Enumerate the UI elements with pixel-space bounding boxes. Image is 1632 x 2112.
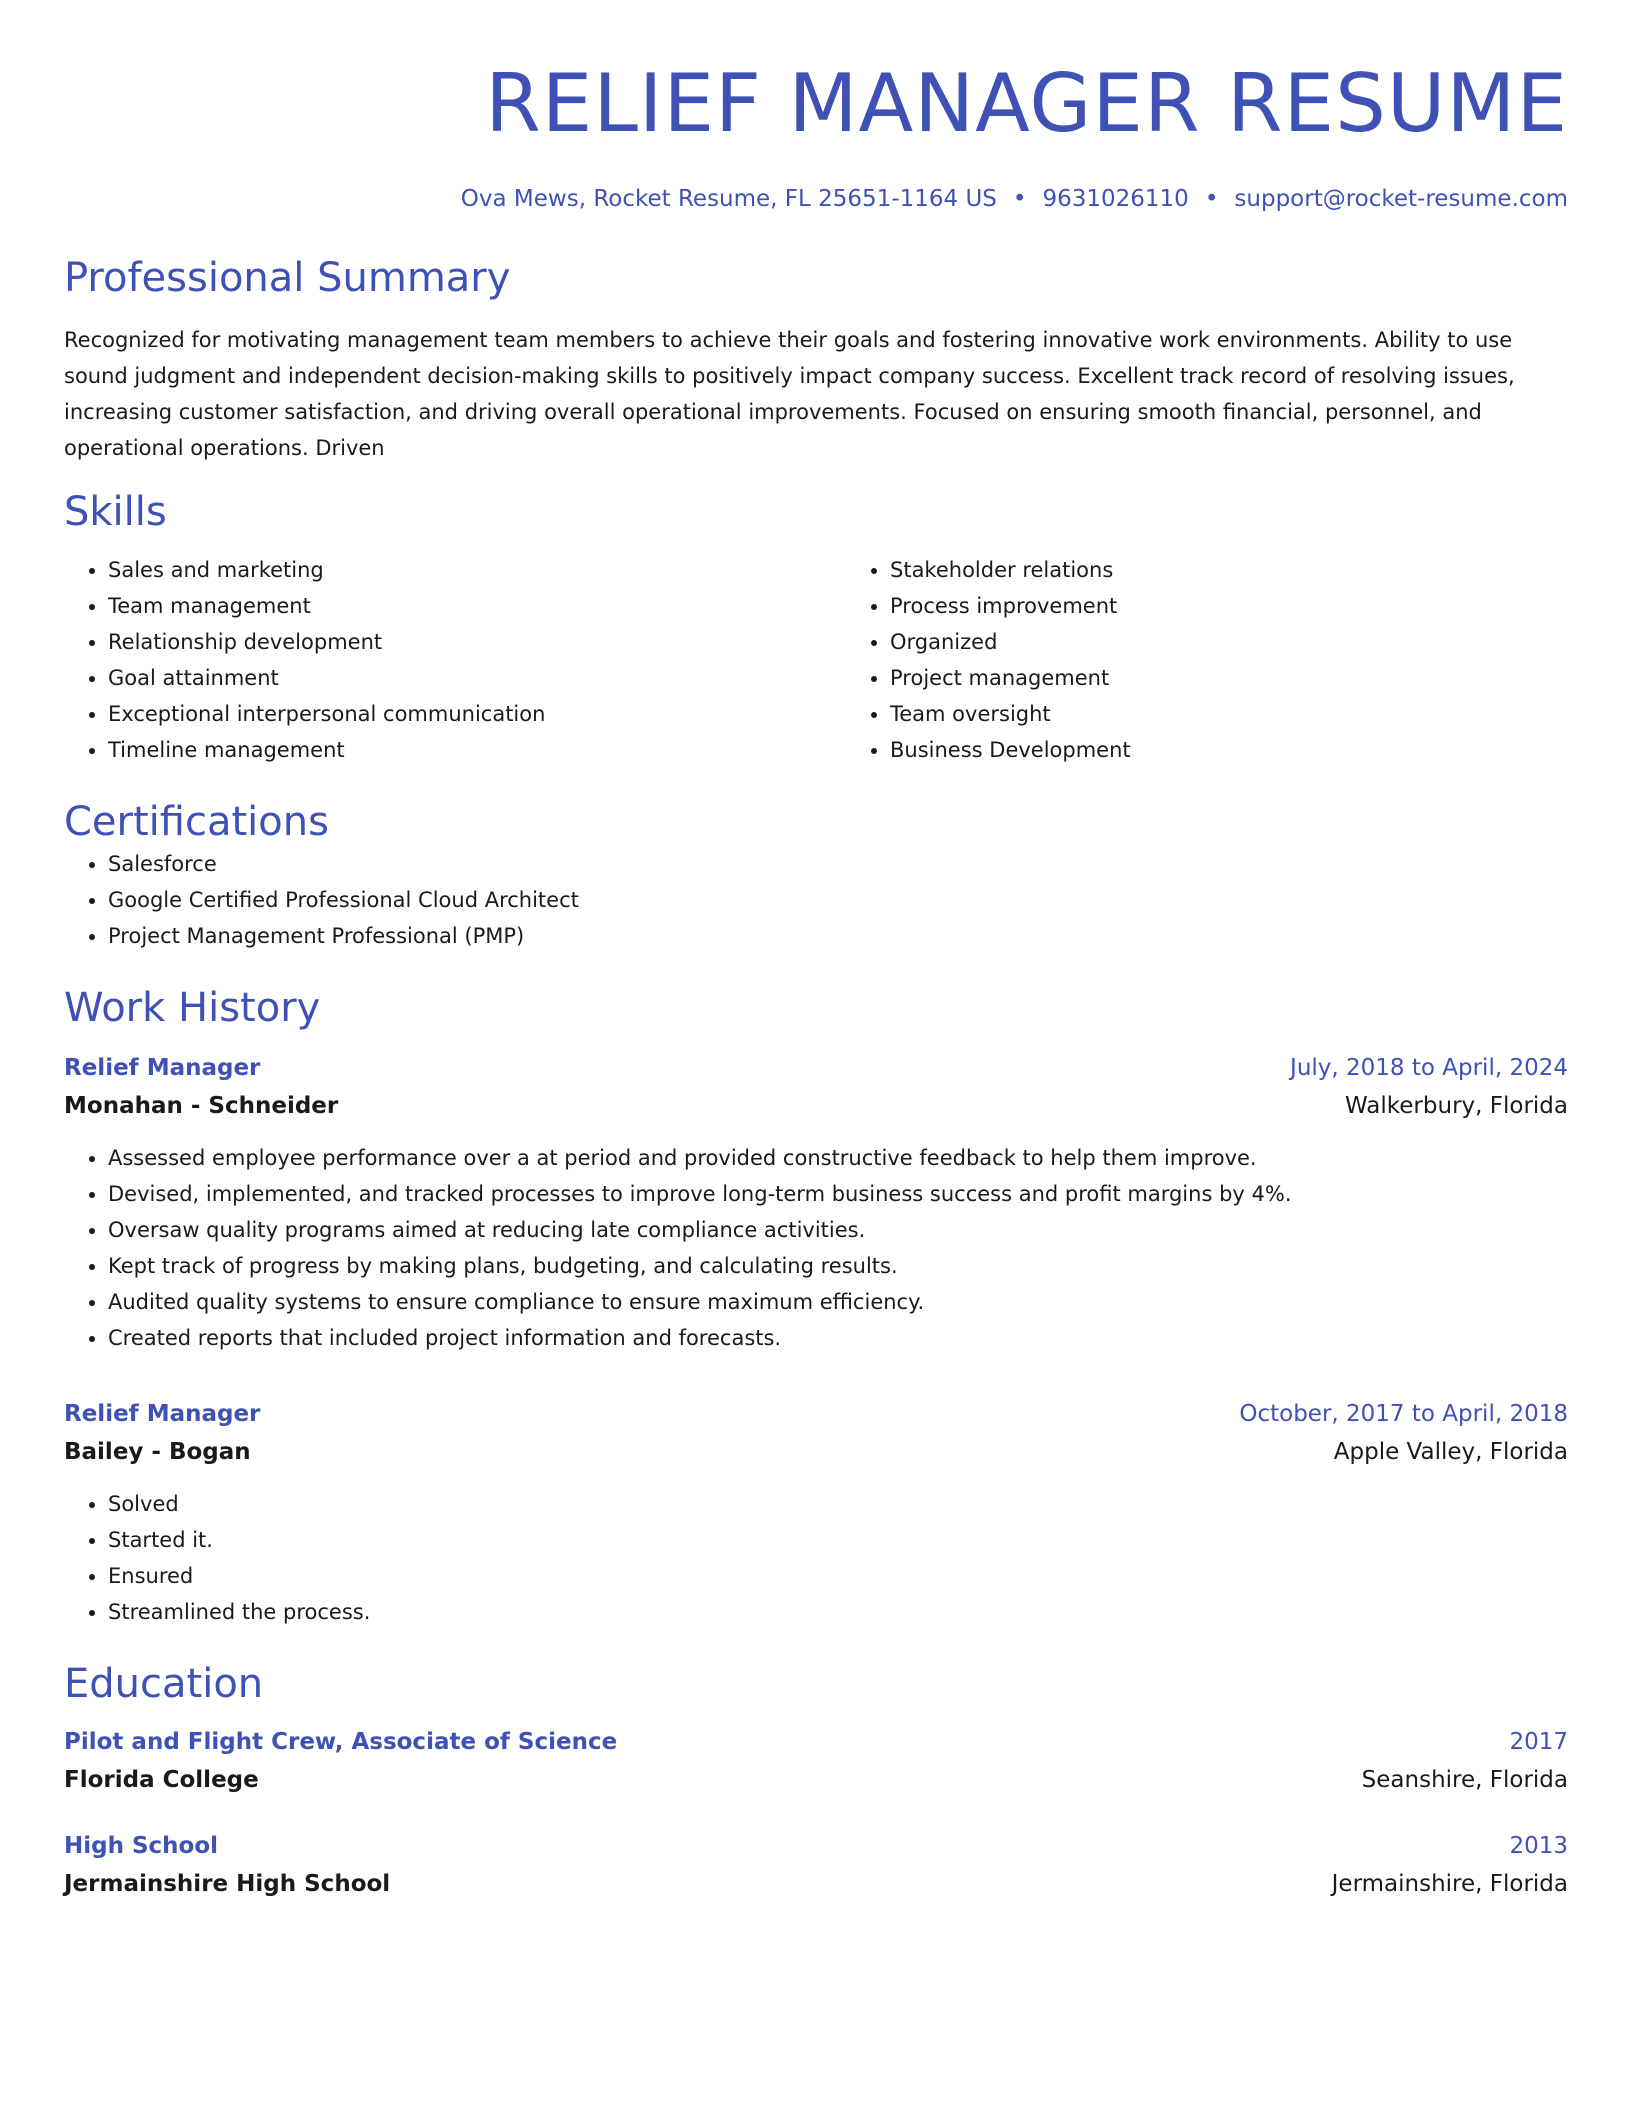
education-school-row [64,1760,1568,1800]
certifications-section [64,798,1568,954]
job-company: Monahan - Schneider [64,1093,339,1119]
certifications-heading: Certifications [64,799,329,845]
education-location: Jermainshire, Florida [1331,1871,1568,1897]
skill-item: • Team oversight [890,696,1628,732]
education-degree-row [64,1828,1568,1864]
job-bullet: • Audited quality systems to ensure compliance to ensure maximum efficiency. [108,1284,1568,1320]
education-degree-row [64,1724,1568,1760]
skill-item: • Organized [890,624,1628,660]
job-title-row [64,1050,1568,1086]
education-heading: Education [64,1661,264,1707]
job-bullet: • Oversaw quality programs aimed at reducing late compliance activities. [108,1212,1568,1248]
summary-text: Recognized for motivating management team members to achieve their goals and fostering innovative work environments. Ability to use sound judgment and independent decision-making skills to positively impact company success. Excellent track record of resolving issues, increasing customer satisfaction, and driving overall operational improvements. Focused on ensuring smooth financial, personnel, and operational operations. Driven [64,328,1515,460]
education-year: 2013 [1509,1833,1568,1859]
job-bullet: • Devised, implemented, and tracked processes to improve long-term business success and profit margins by 4%. [108,1176,1568,1212]
education-degree: High School [64,1833,219,1859]
education-location: Seanshire, Florida [1361,1767,1568,1793]
job-company-row [64,1432,1568,1472]
job-bullet: • Streamlined the process. [108,1594,1568,1630]
job-role: Relief Manager [64,1401,261,1427]
work-history-heading: Work History [64,985,321,1031]
certification-item: • Project Management Professional (PMP) [108,918,1568,954]
education-section [64,1660,1568,1904]
education-entry [64,1724,1568,1800]
skills-list-right [846,552,1628,768]
job-dates: July, 2018 to April, 2024 [1290,1055,1568,1081]
job-entry [64,1050,1568,1356]
job-bullets [64,1486,1568,1630]
skill-item: • Stakeholder relations [890,552,1628,588]
job-bullet: • Created reports that included project information and forecasts. [108,1320,1568,1356]
summary-heading: Professional Summary [64,255,511,301]
skill-item: • Project management [890,660,1628,696]
summary-section [64,254,1568,466]
resume-header [64,56,1568,212]
education-school: Jermainshire High School [64,1871,391,1897]
job-bullets [64,1140,1568,1356]
education-year: 2017 [1509,1729,1568,1755]
skill-item: • Goal attainment [108,660,846,696]
job-dates: October, 2017 to April, 2018 [1239,1401,1568,1427]
work-history-section [64,984,1568,1630]
certification-item: • Salesforce [108,846,1568,882]
job-bullet: • Ensured [108,1558,1568,1594]
job-bullet: • Assessed employee performance over a at period and provided constructive feedback to help them improve. [108,1140,1568,1176]
certification-item: • Google Certified Professional Cloud Architect [108,882,1568,918]
job-role: Relief Manager [64,1055,261,1081]
bullet-separator: • [1012,186,1027,212]
job-bullet: • Solved [108,1486,1568,1522]
job-entry [64,1396,1568,1630]
job-company: Bailey - Bogan [64,1439,251,1465]
job-bullet: • Started it. [108,1522,1568,1558]
job-title-row [64,1396,1568,1432]
skills-grid [64,552,1568,768]
education-entry [64,1828,1568,1904]
job-location: Walkerbury, Florida [1345,1093,1568,1119]
contact-email[interactable]: support@rocket-resume.com [1234,186,1568,212]
job-location: Apple Valley, Florida [1333,1439,1568,1465]
job-company-row [64,1086,1568,1126]
contact-address: Ova Mews, Rocket Resume, FL 25651-1164 US [460,186,997,212]
resume-title: RELIEF MANAGER RESUME [485,57,1568,150]
skills-list-left [64,552,846,768]
skill-item: • Business Development [890,732,1628,768]
skills-section [64,488,1568,768]
skill-item: • Team management [108,588,846,624]
education-school: Florida College [64,1767,259,1793]
skills-heading: Skills [64,489,167,535]
skill-item: • Relationship development [108,624,846,660]
skill-item: • Process improvement [890,588,1628,624]
bullet-separator: • [1204,186,1219,212]
contact-phone: 9631026110 [1042,186,1189,212]
education-degree: Pilot and Flight Crew, Associate of Science [64,1729,618,1755]
contact-line [64,186,1568,212]
skill-item: • Timeline management [108,732,846,768]
skill-item: • Sales and marketing [108,552,846,588]
certifications-list [64,846,1568,954]
job-bullet: • Kept track of progress by making plans, budgeting, and calculating results. [108,1248,1568,1284]
skill-item: • Exceptional interpersonal communication [108,696,846,732]
education-school-row [64,1864,1568,1904]
